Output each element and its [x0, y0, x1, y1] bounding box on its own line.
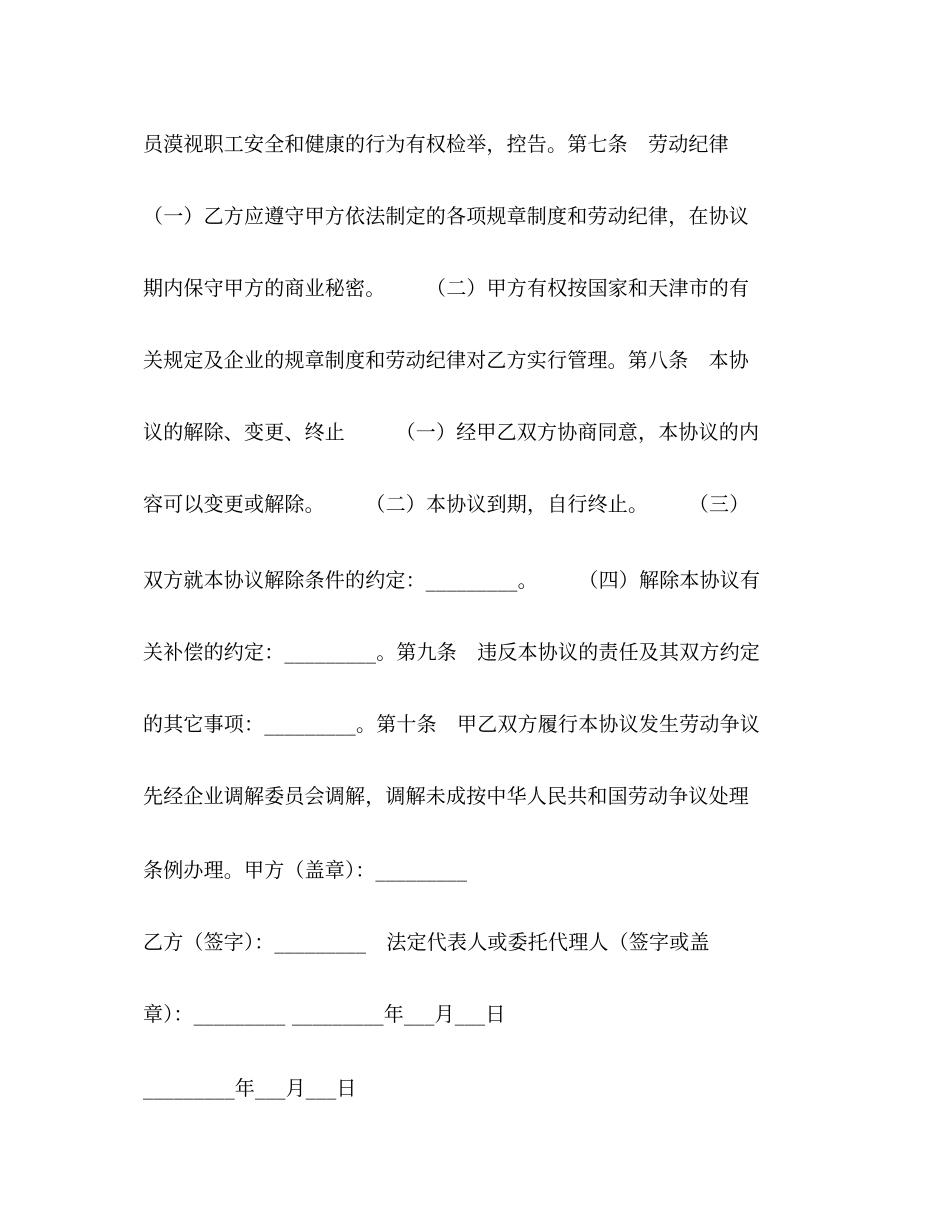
text-line-13: 章）：_________ _________年___月___日 — [143, 1002, 506, 1026]
text-line-4: 关规定及企业的规章制度和劳动纪律对乙方实行管理。第八条 本协 — [143, 348, 749, 372]
text-line-6: 容可以变更或解除。 （二）本协议到期，自行终止。 （三） — [143, 492, 750, 516]
text-line-1: 员漠视职工安全和健康的行为有权检举，控告。第七条 劳动纪律 — [143, 132, 729, 156]
text-line-12: 乙方（签字）：_________ 法定代表人或委托代理人（签字或盖 — [143, 930, 710, 954]
text-line-7: 双方就本协议解除条件的约定：_________。 （四）解除本协议有 — [143, 568, 761, 592]
text-line-9: 的其它事项：_________。第十条 甲乙双方履行本协议发生劳动争议 — [143, 712, 760, 736]
text-line-8: 关补偿的约定：_________。第九条 违反本协议的责任及其双方约定 — [143, 640, 760, 664]
text-line-10: 先经企业调解委员会调解，调解未成按中华人民共和国劳动争议处理 — [143, 784, 749, 808]
text-line-2: （一）乙方应遵守甲方依法制定的各项规章制度和劳动纪律，在协议 — [143, 204, 749, 228]
text-line-11: 条例办理。甲方（盖章）：_________ — [143, 858, 468, 882]
text-line-5: 议的解除、变更、终止 （一）经甲乙双方协商同意，本协议的内 — [143, 420, 760, 444]
text-line-3: 期内保守甲方的商业秘密。 （二）甲方有权按国家和天津市的有 — [143, 276, 750, 300]
text-line-14: _________年___月___日 — [143, 1076, 357, 1100]
